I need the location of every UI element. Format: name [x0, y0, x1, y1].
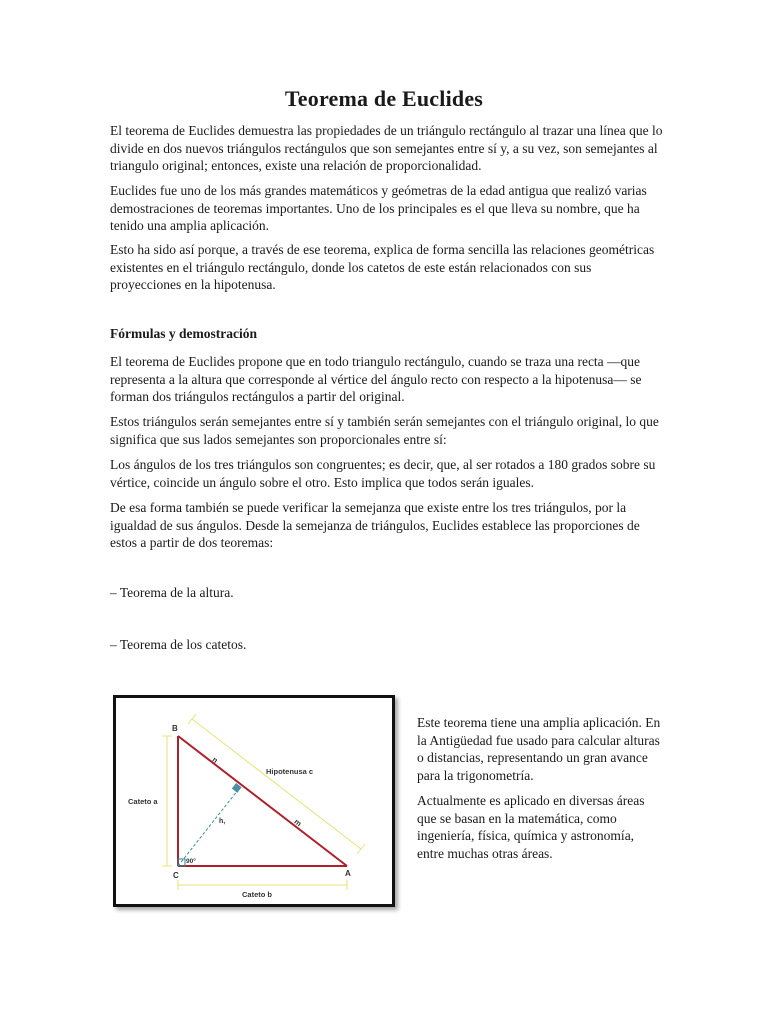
cateto-b-label: Cateto b	[242, 890, 272, 899]
segment-m-label: m	[292, 817, 304, 829]
triangle-figure	[113, 695, 395, 907]
section-paragraph-2: Estos triángulos serán semejantes entre sí y también serán semejantes con el triángulo original, lo que significa que sus lados semejantes son proporcionales entre sí:	[110, 414, 659, 447]
vertex-a-label: A	[345, 869, 351, 878]
hypotenuse-label: Hipotenusa c	[266, 767, 314, 776]
intro-paragraph-3: Esto ha sido así porque, a través de ese teorema, explica de forma sencilla las relaciones geométricas existentes en el triángulo rectángulo, donde los catetos de este están relacionados con sus proyecciones en la hipotenusa.	[110, 242, 655, 292]
section-paragraph-1: El teorema de Euclides propone que en todo triangulo rectángulo, cuando se traza una recta —que representa a la altura que corresponde al vértice del ángulo recto con respecto a la hipotenusa— se forman dos triángulos rectángulos a partir del original.	[110, 354, 642, 404]
section-paragraph-4: De esa forma también se puede verificar la semejanza que existe entre los tres triángulos, por la igualdad de sus ángulos. Desde la semejanza de triángulos, Euclides establece las proporciones de estos a partir de dos teoremas:	[110, 500, 640, 550]
cateto-a-label: Cateto a	[128, 797, 158, 806]
section-paragraph-3: Los ángulos de los tres triángulos son congruentes; es decir, que, al ser rotados a 180 grados sobre su vértice, coincide un ángulo sobre el otro. Esto implica que todos serán iguales.	[110, 457, 656, 490]
side-paragraph-1: Este teorema tiene una amplia aplicación. En la Antigüedad fue usado para calcular alturas o distancias, representando un gran avance para la trigonometría.	[417, 715, 661, 783]
list-item-catetos: – Teorema de los catetos.	[110, 637, 247, 652]
triangle-diagram	[116, 698, 392, 904]
vertex-c-label: C	[173, 871, 179, 880]
altura-label: h,	[219, 818, 226, 825]
side-hypotenuse	[178, 736, 347, 866]
intro-paragraph-2: Euclides fue uno de los más grandes matemáticos y geómetras de la edad antigua que realizó varias demostraciones de teoremas importantes. Uno de los principales es el que lleva su nombre, que ha tenido una amplia aplicación.	[110, 183, 647, 233]
intro-paragraph-1: El teorema de Euclides demuestra las propiedades de un triángulo rectángulo al trazar una línea que lo divide en dos nuevos triángulos rectángulos que son semejantes entre sí y, a su vez, son semejantes al triangulo original; entonces, existe una relación de proporcionalidad.	[110, 123, 663, 173]
list-item-altura: – Teorema de la altura.	[110, 585, 234, 600]
angle-label: 90°	[186, 858, 196, 865]
segment-n-label: n	[210, 755, 220, 765]
side-paragraph-2: Actualmente es aplicado en diversas áreas que se basan en la matemática, como ingeniería, física, química y astronomía, entre muchas otras áreas.	[417, 793, 645, 861]
section-heading: Fórmulas y demostración	[110, 326, 257, 341]
altitude-line	[178, 790, 238, 866]
hypotenuse-dimension	[192, 719, 361, 849]
page-title: Teorema de Euclides	[284, 86, 484, 111]
vertex-b-label: B	[172, 724, 178, 733]
